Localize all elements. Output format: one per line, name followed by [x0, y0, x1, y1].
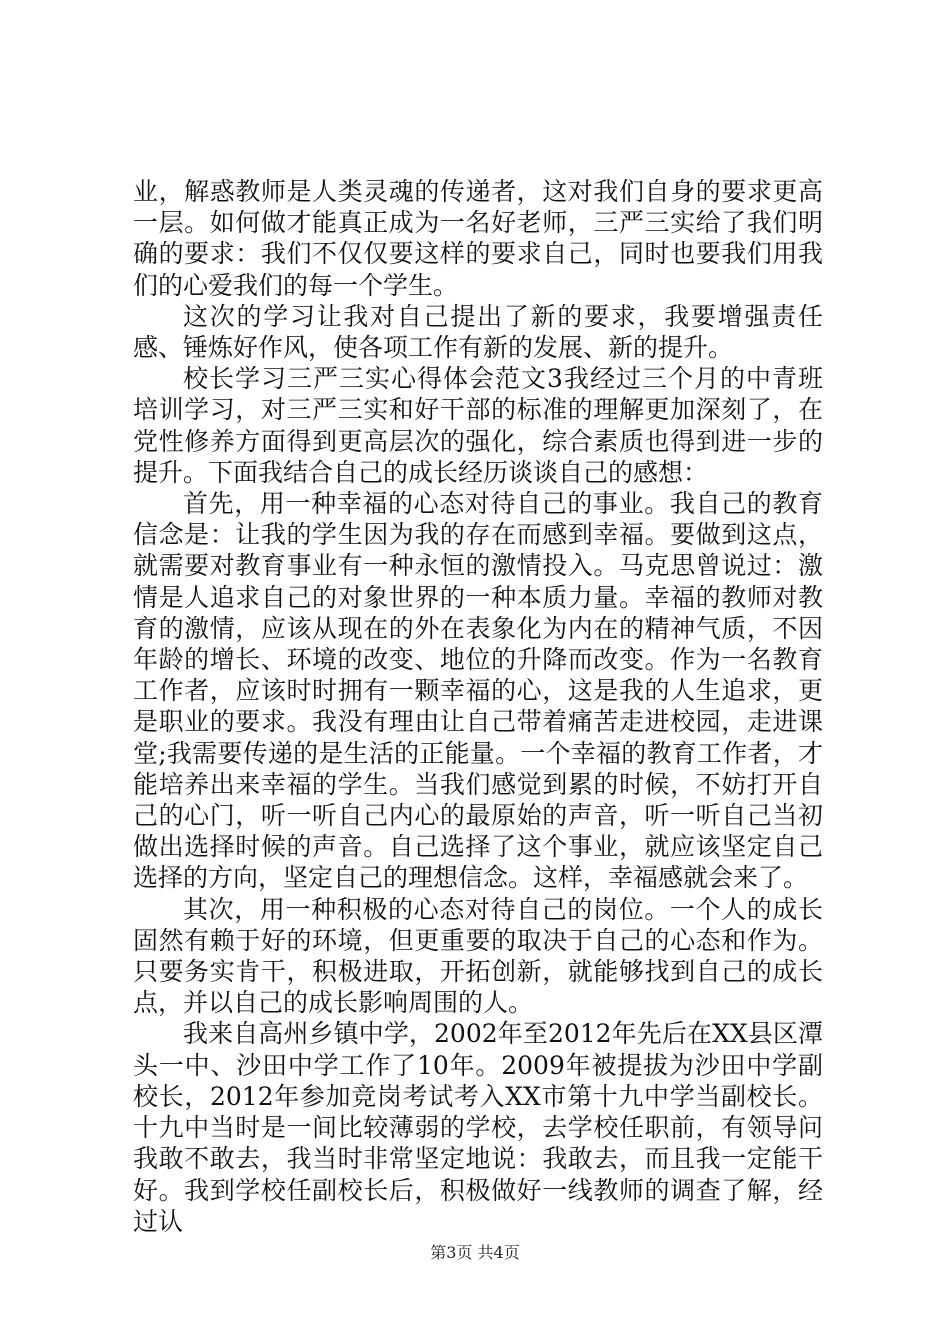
paragraph-continued: 业，解惑教师是人类灵魂的传递者，这对我们自身的要求更高一层。如何做才能真正成为一名好老师，三严三实给了我们明确的要求：我们不仅仅要这样的要求自己，同时也要我们用我们的心爱我们的每一个学生。: [133, 177, 823, 300]
paragraph: 我来自高州乡镇中学，2002年至2012年先后在XX县区潭头一中、沙田中学工作了10年。2009年被提拔为沙田中学副校长，2012年参加竞岗考试考入XX市第十九中学当副校长。十九中当时是一间比较薄弱的学校，去学校任职前，有领导问我敢不敢去，我当时非常坚定地说：我敢去，而且我一定能干好。我到学校任副校长后，积极做好一线教师的调查了解，经过认: [133, 1019, 823, 1236]
document-body: [133, 176, 823, 1237]
paragraph: 这次的学习让我对自己提出了新的要求，我要增强责任感、锤炼好作风，使各项工作有新的发展、新的提升。: [133, 301, 823, 363]
paragraph: 首先，用一种幸福的心态对待自己的事业。我自己的教育信念是：让我的学生因为我的存在而感到幸福。要做到这点，就需要对教育事业有一种永恒的激情投入。马克思曾说过：激情是人追求自己的对象世界的一种本质力量。幸福的教师对教育的激情，应该从现在的外在表象化为内在的精神气质，不因年龄的增长、环境的改变、地位的升降而改变。作为一名教育工作者，应该时时拥有一颗幸福的心，这是我的人生追求，更是职业的要求。我没有理由让自己带着痛苦走进校园，走进课堂;我需要传递的是生活的正能量。一个幸福的教育工作者，才能培养出来幸福的学生。当我们感觉到累的时候，不妨打开自己的心门，听一听自己内心的最原始的声音，听一听自己当初做出选择时候的声音。自己选择了这个事业，就应该坚定自己选择的方向，坚定自己的理想信念。这样，幸福感就会来了。: [133, 489, 823, 893]
paragraph: 其次，用一种积极的心态对待自己的岗位。一个人的成长固然有赖于好的环境，但更重要的取决于自己的心态和作为。只要务实肯干，积极进取，开拓创新，就能够找到自己的成长点，并以自己的成长影响周围的人。: [133, 894, 823, 1018]
paragraph: 校长学习三严三实心得体会范文3我经过三个月的中青班培训学习，对三严三实和好干部的标准的理解更加深刻了，在党性修养方面得到更高层次的强化，综合素质也得到进一步的提升。下面我结合自己的成长经历谈谈自己的感想：: [133, 364, 823, 487]
page-number-footer: 第3页 共4页: [430, 1243, 520, 1262]
